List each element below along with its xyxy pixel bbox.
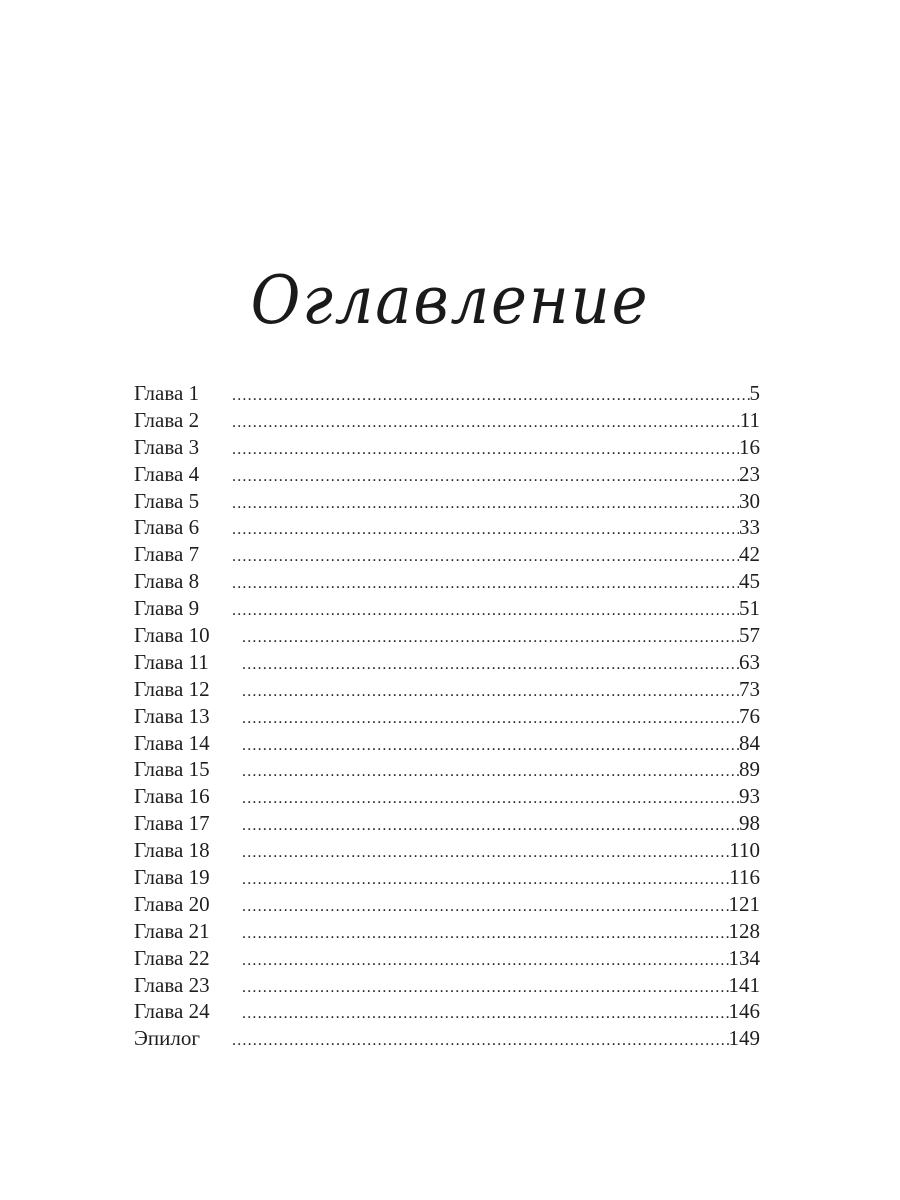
toc-entry bbox=[134, 434, 760, 461]
toc-entry-label: Глава 17 bbox=[134, 811, 210, 836]
toc-entry bbox=[134, 461, 760, 488]
toc-dot-leader bbox=[242, 706, 739, 730]
toc-entry-label: Глава 4 bbox=[134, 461, 200, 486]
toc-entry bbox=[134, 488, 760, 515]
toc-dot-leader bbox=[232, 410, 740, 434]
toc-entry-page-number: 121 bbox=[728, 891, 760, 916]
toc-entry-page-number: 146 bbox=[728, 999, 760, 1024]
toc-entry-label: Глава 7 bbox=[134, 542, 200, 567]
toc-entry bbox=[134, 945, 760, 972]
toc-entry-page-number: 11 bbox=[739, 407, 760, 432]
toc-entry-label: Глава 9 bbox=[134, 596, 200, 621]
toc-entry-page-number: 45 bbox=[739, 569, 760, 594]
toc-entry-label: Глава 8 bbox=[134, 569, 200, 594]
toc-entry-page-number: 5 bbox=[749, 381, 760, 405]
toc-entry-page-number: 30 bbox=[739, 488, 760, 513]
toc-entry-label: Глава 10 bbox=[134, 623, 210, 648]
toc-entry-label: Глава 23 bbox=[134, 972, 210, 997]
toc-dot-leader bbox=[242, 894, 729, 918]
toc-entry-label: Глава 20 bbox=[134, 891, 210, 916]
toc-entry-label: Глава 2 bbox=[134, 407, 200, 432]
toc-entry-page-number: 63 bbox=[739, 649, 760, 674]
toc-dot-leader bbox=[232, 571, 739, 595]
toc-entry-page-number: 116 bbox=[729, 865, 760, 890]
toc-dot-leader bbox=[242, 652, 739, 676]
toc-entry-page-number: 149 bbox=[728, 1026, 760, 1051]
toc-dot-leader bbox=[242, 867, 729, 891]
toc-entry-page-number: 89 bbox=[739, 757, 760, 782]
toc-dot-leader bbox=[232, 437, 739, 461]
toc-entry bbox=[134, 972, 760, 999]
toc-entry bbox=[134, 783, 760, 810]
toc-entry-label: Глава 3 bbox=[134, 434, 200, 459]
toc-entry bbox=[134, 730, 760, 757]
toc-entry bbox=[134, 514, 760, 541]
toc-dot-leader bbox=[232, 464, 739, 488]
toc-entry-page-number: 134 bbox=[728, 945, 760, 970]
toc-dot-leader bbox=[242, 679, 739, 703]
toc-dot-leader bbox=[242, 625, 739, 649]
toc-entry-page-number: 42 bbox=[739, 542, 760, 567]
toc-dot-leader bbox=[232, 544, 739, 568]
page-title: Оглавление bbox=[250, 262, 650, 339]
toc-entry-label: Глава 14 bbox=[134, 730, 210, 755]
toc-entry-page-number: 110 bbox=[729, 838, 760, 863]
toc-entry bbox=[134, 407, 760, 434]
toc-entry-label: Глава 1 bbox=[134, 381, 200, 405]
toc-entry-label: Глава 21 bbox=[134, 918, 210, 943]
toc-entry-label: Глава 19 bbox=[134, 865, 210, 890]
toc-entry-page-number: 23 bbox=[739, 461, 760, 486]
toc-entry-label: Глава 6 bbox=[134, 515, 200, 540]
toc-entry-page-number: 141 bbox=[728, 972, 760, 997]
toc-entry-page-number: 98 bbox=[739, 811, 760, 836]
table-of-contents bbox=[134, 380, 760, 1052]
toc-dot-leader bbox=[242, 921, 729, 945]
toc-entry-page-number: 73 bbox=[739, 676, 760, 701]
toc-entry-label: Глава 18 bbox=[134, 838, 210, 863]
toc-dot-leader bbox=[232, 383, 750, 407]
toc-dot-leader bbox=[242, 975, 729, 999]
toc-entry bbox=[134, 703, 760, 730]
toc-dot-leader bbox=[242, 733, 739, 757]
toc-entry bbox=[134, 891, 760, 918]
toc-entry bbox=[134, 568, 760, 595]
toc-entry-label: Глава 24 bbox=[134, 999, 210, 1024]
toc-entry-page-number: 84 bbox=[739, 730, 760, 755]
toc-entry bbox=[134, 756, 760, 783]
toc-entry bbox=[134, 380, 760, 407]
toc-entry-label: Глава 5 bbox=[134, 488, 200, 513]
toc-entry-label: Глава 11 bbox=[134, 649, 209, 674]
toc-entry bbox=[134, 837, 760, 864]
toc-dot-leader bbox=[232, 517, 739, 541]
toc-entry-label: Глава 12 bbox=[134, 676, 210, 701]
toc-entry-label: Эпилог bbox=[134, 1026, 200, 1051]
toc-dot-leader bbox=[232, 491, 739, 515]
toc-entry bbox=[134, 649, 760, 676]
toc-dot-leader bbox=[242, 759, 739, 783]
toc-dot-leader bbox=[232, 598, 739, 622]
toc-entry bbox=[134, 595, 760, 622]
toc-dot-leader bbox=[232, 1028, 729, 1052]
toc-dot-leader bbox=[242, 840, 729, 864]
toc-entry bbox=[134, 622, 760, 649]
toc-entry-label: Глава 15 bbox=[134, 757, 210, 782]
toc-entry bbox=[134, 1025, 760, 1052]
toc-dot-leader bbox=[242, 786, 739, 810]
toc-entry bbox=[134, 864, 760, 891]
toc-entry-page-number: 57 bbox=[739, 623, 760, 648]
toc-entry bbox=[134, 676, 760, 703]
toc-entry-page-number: 16 bbox=[739, 434, 760, 459]
toc-dot-leader bbox=[242, 813, 739, 837]
toc-entry-label: Глава 16 bbox=[134, 784, 210, 809]
toc-dot-leader bbox=[242, 948, 729, 972]
toc-entry bbox=[134, 810, 760, 837]
toc-entry-page-number: 76 bbox=[739, 703, 760, 728]
toc-entry-page-number: 128 bbox=[728, 918, 760, 943]
toc-entry-page-number: 33 bbox=[739, 515, 760, 540]
toc-entry-page-number: 51 bbox=[739, 596, 760, 621]
toc-entry-label: Глава 13 bbox=[134, 703, 210, 728]
toc-entry bbox=[134, 541, 760, 568]
toc-entry bbox=[134, 998, 760, 1025]
toc-dot-leader bbox=[242, 1001, 729, 1025]
toc-entry-page-number: 93 bbox=[739, 784, 760, 809]
toc-entry bbox=[134, 918, 760, 945]
toc-entry-label: Глава 22 bbox=[134, 945, 210, 970]
